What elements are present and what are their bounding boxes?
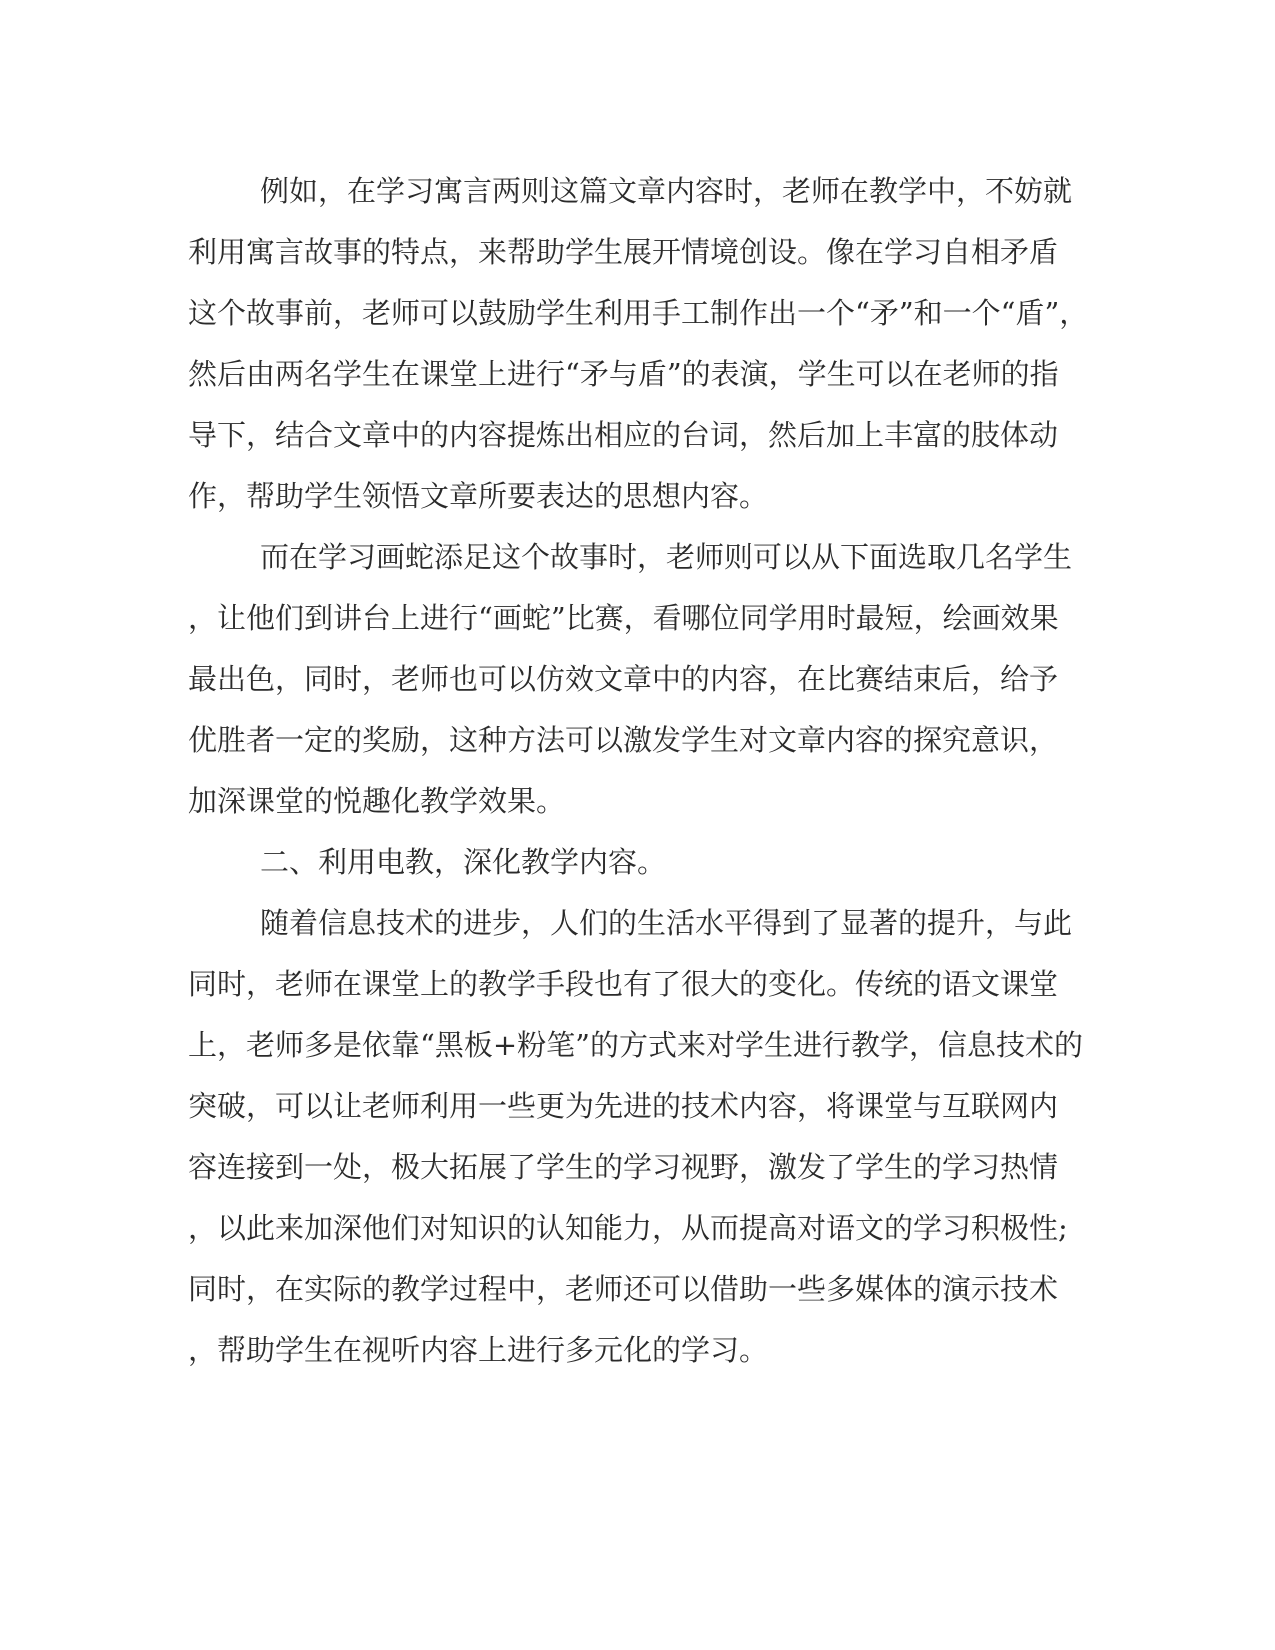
paragraph-line: ，以此来加深他们对知识的认知能力，从而提高对语文的学习积极性; [188, 1211, 1068, 1245]
paragraph-line: 加深课堂的悦趣化教学效果。 [188, 784, 566, 818]
document-body [188, 161, 1089, 1381]
paragraph-1 [188, 161, 1089, 527]
paragraph-line: 容连接到一处，极大拓展了学生的学习视野，激发了学生的学习热情 [188, 1150, 1059, 1184]
section-heading [188, 832, 1078, 893]
paragraph-line: 这个故事前，老师可以鼓励学生利用手工制作出一个“矛”和一个“盾”， [188, 296, 1089, 330]
paragraph-line: 利用寓言故事的特点，来帮助学生展开情境创设。像在学习自相矛盾 [188, 235, 1059, 269]
paragraph-line: ，帮助学生在视听内容上进行多元化的学习。 [188, 1333, 769, 1367]
paragraph-line: 而在学习画蛇添足这个故事时，老师则可以从下面选取几名学生 [260, 540, 1073, 574]
paragraph-line: 优胜者一定的奖励，这种方法可以激发学生对文章内容的探究意识， [188, 723, 1059, 757]
paragraph-line: 同时，老师在课堂上的教学手段也有了很大的变化。传统的语文课堂 [188, 967, 1059, 1001]
paragraph-line: 突破，可以让老师利用一些更为先进的技术内容，将课堂与互联网内 [188, 1089, 1059, 1123]
paragraph-line: ，让他们到讲台上进行“画蛇”比赛，看哪位同学用时最短，绘画效果 [188, 601, 1059, 635]
paragraph-line: 例如，在学习寓言两则这篇文章内容时，老师在教学中，不妨就 [260, 174, 1073, 208]
paragraph-line: 上，老师多是依靠“黑板+粉笔”的方式来对学生进行教学，信息技术的 [188, 1028, 1083, 1062]
paragraph-line: 导下，结合文章中的内容提炼出相应的台词，然后加上丰富的肢体动 [188, 418, 1059, 452]
paragraph-line: 最出色，同时，老师也可以仿效文章中的内容，在比赛结束后，给予 [188, 662, 1059, 696]
paragraph-line: 作，帮助学生领悟文章所要表达的思想内容。 [188, 479, 769, 513]
paragraph-line: 随着信息技术的进步，人们的生活水平得到了显著的提升，与此 [260, 906, 1073, 940]
heading-line: 二、利用电教，深化教学内容。 [260, 845, 667, 879]
paragraph-line: 然后由两名学生在课堂上进行“矛与盾”的表演，学生可以在老师的指 [188, 357, 1059, 391]
paragraph-2 [188, 527, 1078, 832]
paragraph-3 [188, 893, 1083, 1381]
paragraph-line: 同时，在实际的教学过程中，老师还可以借助一些多媒体的演示技术 [188, 1272, 1059, 1306]
